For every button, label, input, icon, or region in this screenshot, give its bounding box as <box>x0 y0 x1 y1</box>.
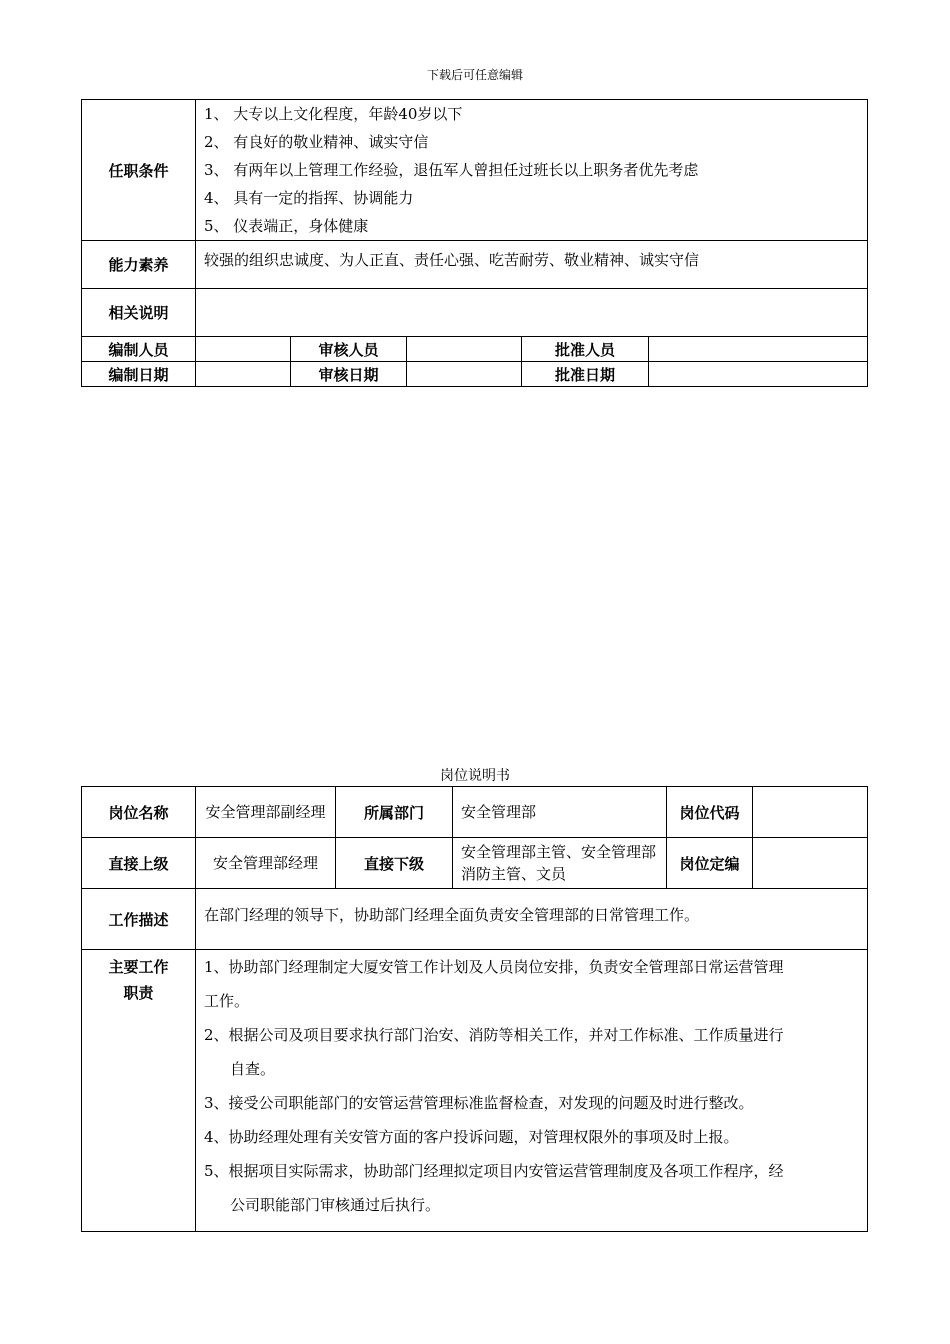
duties-label-line: 主要工作 <box>108 958 169 976</box>
duties-label-line: 职责 <box>123 984 154 1002</box>
reviewed-by-value <box>407 337 522 362</box>
department-label: 所属部门 <box>336 787 453 838</box>
date-row <box>82 362 868 387</box>
position-code-label: 岗位代码 <box>667 787 753 838</box>
prepared-date-value <box>196 362 291 387</box>
department-value: 安全管理部 <box>453 787 667 838</box>
job-desc-label: 工作描述 <box>82 889 196 950</box>
qualification-item: 2、 有良好的敬业精神、诚实守信 <box>204 133 429 151</box>
duty-item-line: 2、根据公司及项目要求执行部门治安、消防等相关工作，并对工作标准、工作质量进行 <box>204 1026 784 1044</box>
duty-item-line: 5、根据项目实际需求，协助部门经理拟定项目内安管运营管理制度及各项工作程序，经 <box>204 1162 784 1180</box>
position-code-value <box>753 787 868 838</box>
qualifications-label: 任职条件 <box>82 100 196 241</box>
competency-value: 较强的组织忠诚度、为人正直、责任心强、吃苦耐劳、敬业精神、诚实守信 <box>196 241 868 289</box>
duty-item <box>204 950 857 1018</box>
reviewed-date-value <box>407 362 522 387</box>
notes-label: 相关说明 <box>82 289 196 337</box>
position-name-value: 安全管理部副经理 <box>196 787 336 838</box>
job-description-table <box>81 786 868 1232</box>
duty-item <box>204 1154 857 1222</box>
duty-item <box>204 1086 857 1120</box>
prepared-by-value <box>196 337 291 362</box>
qualification-item: 4、 具有一定的指挥、协调能力 <box>204 189 414 207</box>
duty-item <box>204 1120 857 1154</box>
headcount-label: 岗位定编 <box>667 838 753 889</box>
competency-row <box>82 241 868 289</box>
job-desc-row <box>82 889 868 950</box>
reviewed-date-label: 审核日期 <box>291 362 407 387</box>
reviewed-by-label: 审核人员 <box>291 337 407 362</box>
position-row <box>82 787 868 838</box>
sign-row <box>82 337 868 362</box>
job-desc-value: 在部门经理的领导下，协助部门经理全面负责安全管理部的日常管理工作。 <box>196 889 868 950</box>
qualification-item: 5、 仪表端正，身体健康 <box>204 217 369 235</box>
reporting-row <box>82 838 868 889</box>
approved-by-label: 批准人员 <box>522 337 649 362</box>
approved-date-value <box>649 362 868 387</box>
notes-value <box>196 289 868 337</box>
superior-value: 安全管理部经理 <box>196 838 336 889</box>
duties-list <box>196 950 868 1232</box>
duty-item-line: 4、协助经理处理有关安管方面的客户投诉问题，对管理权限外的事项及时上报。 <box>204 1128 739 1146</box>
subordinate-value: 安全管理部主管、安全管理部消防主管、文员 <box>453 838 667 889</box>
approved-date-label: 批准日期 <box>522 362 649 387</box>
superior-label: 直接上级 <box>82 838 196 889</box>
duty-item-line: 1、协助部门经理制定大厦安管工作计划及人员岗位安排，负责安全管理部日常运营管理 <box>204 958 784 976</box>
headcount-value <box>753 838 868 889</box>
duty-item-line: 工作。 <box>204 992 250 1010</box>
header-note: 下载后可任意编辑 <box>426 68 523 82</box>
duty-item-line: 公司职能部门审核通过后执行。 <box>230 1196 441 1214</box>
duty-item <box>204 1018 857 1086</box>
qualification-item: 1、 大专以上文化程度，年龄40岁以下 <box>204 105 463 123</box>
prepared-date-label: 编制日期 <box>82 362 196 387</box>
position-name-label: 岗位名称 <box>82 787 196 838</box>
qualification-item: 3、 有两年以上管理工作经验，退伍军人曾担任过班长以上职务者优先考虑 <box>204 161 699 179</box>
duties-label <box>82 950 196 1232</box>
duty-item-line: 自查。 <box>230 1060 276 1078</box>
qualifications-list <box>196 100 868 241</box>
prepared-by-label: 编制人员 <box>82 337 196 362</box>
competency-label: 能力素养 <box>82 241 196 289</box>
qualifications-table <box>81 99 868 387</box>
subordinate-label: 直接下级 <box>336 838 453 889</box>
notes-row <box>82 289 868 337</box>
document-title: 岗位说明书 <box>440 768 510 784</box>
duty-item-line: 3、接受公司职能部门的安管运营管理标准监督检查，对发现的问题及时进行整改。 <box>204 1094 754 1112</box>
approved-by-value <box>649 337 868 362</box>
qualifications-row <box>82 100 868 241</box>
duties-row <box>82 950 868 1232</box>
